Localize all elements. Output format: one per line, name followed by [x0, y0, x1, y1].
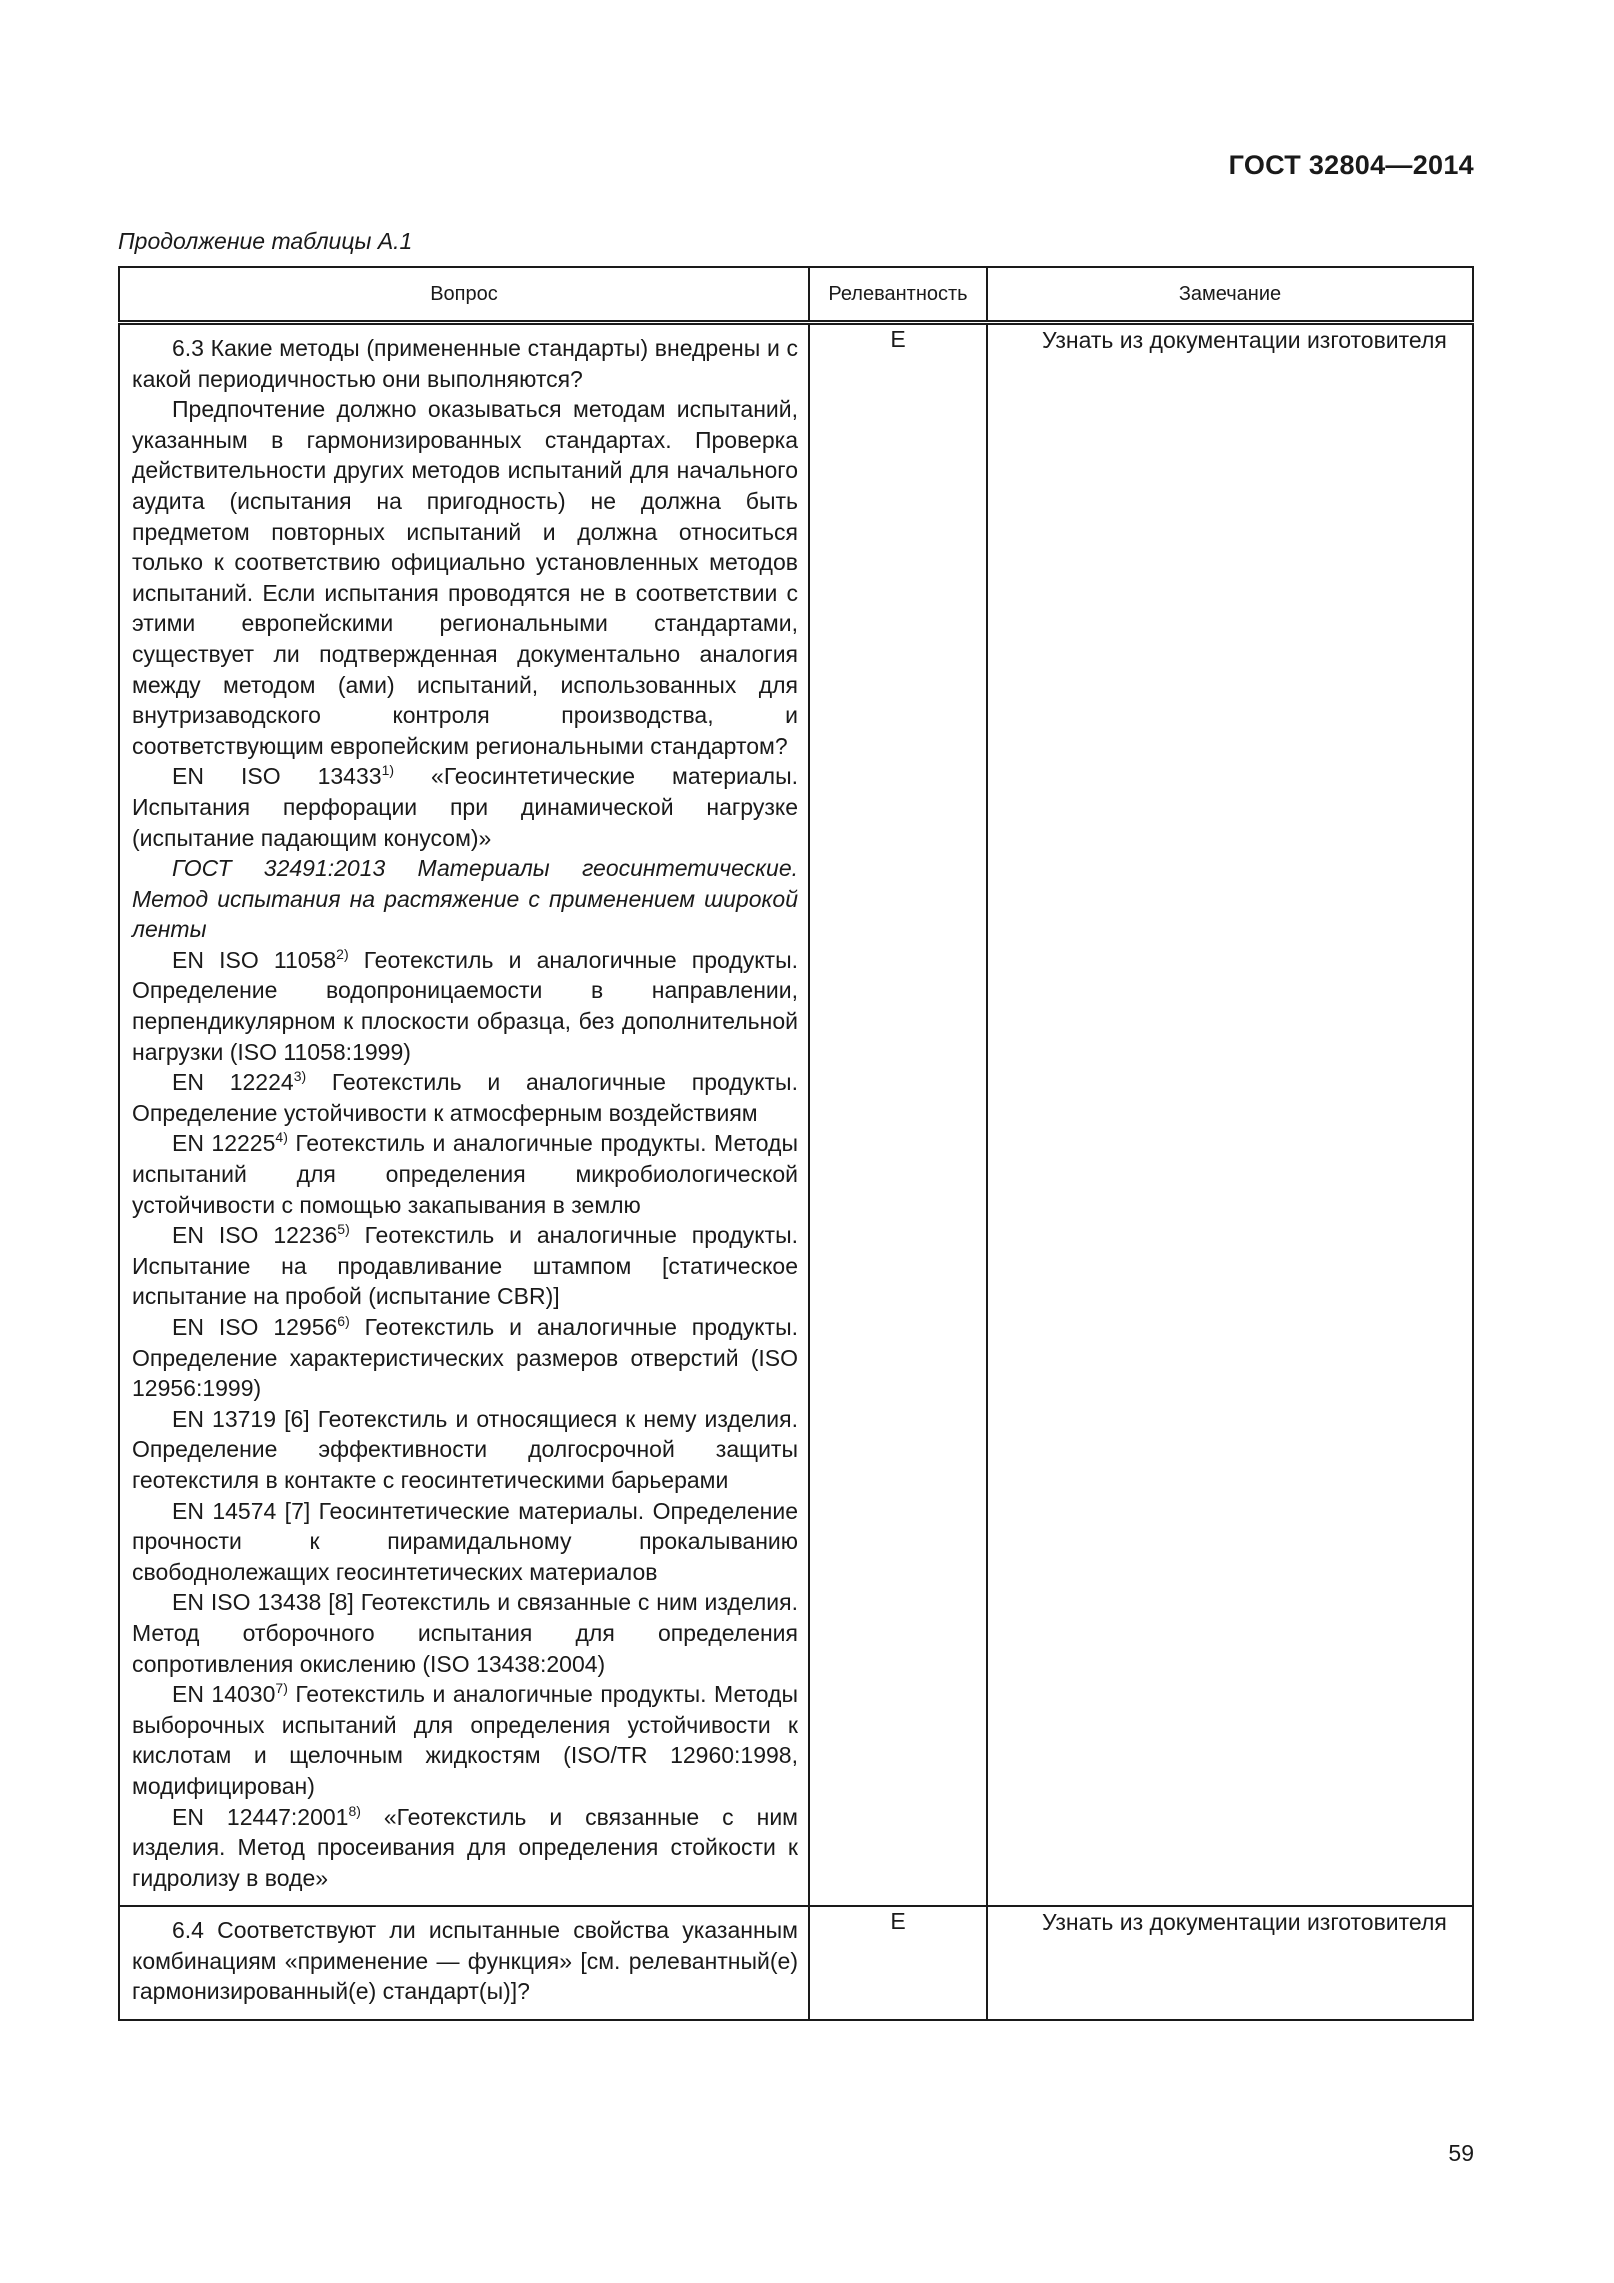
standard-title: «Геотекстиль и связанные с ним изделия. Метод просеивания для определения стойкости к гидролизу в воде»: [132, 1803, 798, 1891]
question-paragraph: [132, 1679, 798, 1801]
question-paragraph: Предпочтение должно оказываться методам испытаний, указанным в гармонизированных стандартах. Проверка действительности других методов испытаний для начального аудита (испытания на пригодность) не должна быть предметом повторных испытаний и должна относиться только к соответствию официально установленных методов испытаний. Если испытания проводятся не в соответствии с этими европейскими региональными стандартами, существует ли подтвержденная документально аналогия между методом (ами) испытаний, использованных для внутризаводского контроля производства, и соответствующим европейским региональными стандартом?: [132, 396, 798, 759]
question-paragraph: EN ISO 13438 [8] Геотекстиль и связанные с ним изделия. Метод отборочного испытания для определения сопротивления окислению (ISO 13438:2004): [132, 1589, 798, 1677]
document-number: ГОСТ 32804—2014: [1228, 150, 1474, 180]
question-paragraph: ГОСТ 32491:2013 Материалы геосинтетические. Метод испытания на растяжение с применением широкой ленты: [132, 855, 798, 943]
standard-title: Геотекстиль и аналогичные продукты. Определение устойчивости к атмосферным воздействиям: [132, 1069, 798, 1126]
question-cell: [119, 1906, 809, 2020]
question-paragraph: EN 13719 [6] Геотекстиль и относящиеся к нему изделия. Определение эффективности долгосрочной защиты геотекстиля в контакте с геосинтетическими барьерами: [132, 1405, 798, 1493]
footnote-ref: 2): [336, 945, 349, 962]
footnote-ref: 7): [275, 1680, 288, 1697]
standard-code: EN 12224: [172, 1069, 294, 1096]
relevance-cell: E: [809, 323, 987, 1907]
note-text: Узнать из документации изготовителя: [1042, 1909, 1447, 1936]
question-paragraph: [132, 945, 798, 1067]
standard-title: Геотекстиль и аналогичные продукты. Испытание на продавливание штампом [статическое испытание на пробой (испытание CBR)]: [132, 1222, 799, 1310]
table-row: [119, 323, 1473, 1907]
standard-code: EN ISO 13433: [172, 763, 382, 790]
standard-title: Геотекстиль и аналогичные продукты. Методы выборочных испытаний для определения устойчивости к кислотам и щелочным жидкостям (ISO/TR 12960:1998, модифицирован): [132, 1681, 798, 1799]
question-paragraph: [132, 761, 798, 853]
page-number: 59: [1448, 2140, 1474, 2166]
question-paragraph: 6.4 Соответствуют ли испытанные свойства указанным комбинациям «применение — функция» [см. релевантный(е) гармонизированный(е) стандарт(ы)]?: [132, 1917, 798, 2005]
footnote-ref: 6): [337, 1313, 350, 1329]
standard-code: EN 12447:2001: [172, 1803, 349, 1830]
question-paragraph: [132, 1220, 798, 1312]
column-header-question: Вопрос: [119, 267, 809, 323]
column-header-note: Замечание: [987, 267, 1473, 323]
note-cell: [987, 323, 1473, 1907]
footnote-ref: 1): [381, 762, 395, 779]
relevance-cell: E: [809, 1906, 987, 2020]
standard-code: EN 12225: [172, 1130, 276, 1157]
question-paragraph: [132, 1802, 798, 1894]
standard-code: EN ISO 12956: [172, 1314, 338, 1340]
table-caption: Продолжение таблицы А.1: [118, 228, 413, 254]
question-cell: [119, 323, 809, 1907]
question-paragraph: [132, 1312, 798, 1404]
standard-code: EN ISO 12236: [172, 1222, 338, 1249]
standard-code: EN 14030: [172, 1681, 276, 1708]
footnote-ref: 5): [337, 1221, 350, 1238]
standard-code: EN ISO 11058: [172, 946, 337, 973]
column-header-relevance: Релевантность: [809, 267, 987, 323]
note-cell: [987, 1906, 1473, 2020]
footnote-ref: 4): [275, 1129, 288, 1146]
standard-title: Геотекстиль и аналогичные продукты. Определение характеристических размеров отверстий (ISO 12956:1999): [132, 1314, 799, 1402]
note-text: Узнать из документации изготовителя: [1042, 327, 1447, 353]
footnote-ref: 8): [348, 1802, 361, 1819]
question-paragraph: EN 14574 [7] Геосинтетические материалы. Определение прочности к пирамидальному прокалыванию свободнолежащих геосинтетических материалов: [132, 1497, 798, 1585]
requirements-table: [118, 266, 1474, 2021]
table-row: [119, 1906, 1473, 2020]
table-header-row: [119, 267, 1473, 323]
question-paragraph: [132, 1128, 798, 1220]
question-paragraph: 6.3 Какие методы (примененные стандарты) внедрены и с какой периодичностью они выполняются?: [132, 335, 798, 392]
question-paragraph: [132, 1067, 798, 1128]
standard-title: «Геосинтетические материалы. Испытания перфорации при динамической нагрузке (испытание падающим конусом)»: [132, 763, 798, 851]
standard-title: Геотекстиль и аналогичные продукты. Методы испытаний для определения микробиологической устойчивости с помощью закапывания в землю: [132, 1130, 798, 1218]
footnote-ref: 3): [293, 1068, 307, 1085]
standard-title: Геотекстиль и аналогичные продукты. Определение водопроницаемости в направлении, перпендикулярном к плоскости образца, без дополнительной нагрузки (ISO 11058:1999): [132, 946, 798, 1065]
